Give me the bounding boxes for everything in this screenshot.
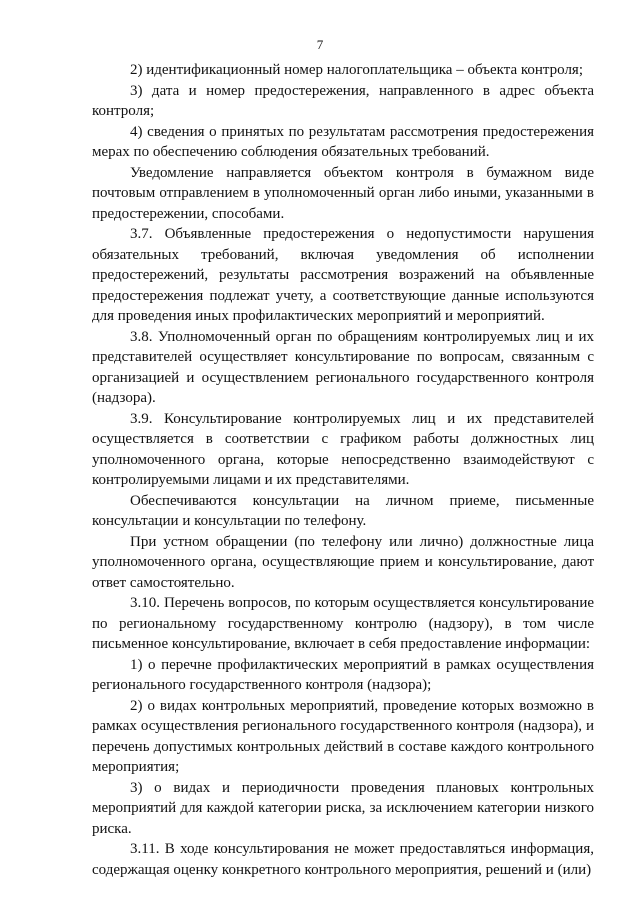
paragraph-list-item-1: 1) о перечне профилактических мероприятий в рамках осуществления регионального государственного контроля (надзора); [92, 656, 594, 693]
paragraph-section-3-10: 3.10. Перечень вопросов, по которым осуществляется консультирование по региональному государственному контролю (надзору), в том числе письменное консультирование, включает в себя предоставление информации: [92, 595, 594, 652]
paragraph-oral-request: При устном обращении (по телефону или лично) должностные лица уполномоченного органа, осуществляющие прием и консультирование, дают ответ самостоятельно. [92, 533, 594, 591]
paragraph-section-3-7: 3.7. Объявленные предостережения о недопустимости нарушения обязательных требований, включая уведомления об исполнении предостережений, результаты рассмотрения возражений на объявленные предостережения подлежат учету, а соответствующие данные используются для проведения иных профилактических мероприятий и мероприятий. [92, 226, 594, 324]
paragraph-item-3-date-number: 3) дата и номер предостережения, направленного в адрес объекта контроля; [92, 82, 594, 119]
document-body [92, 60, 594, 880]
paragraph-section-3-9: 3.9. Консультирование контролируемых лиц и их представителей осуществляется в соответствии с графиком работы должностных лиц уполномоченного органа, которые непосредственно взаимодействуют с контролируемыми лицами и их представителями. [92, 410, 594, 488]
paragraph-list-item-2: 2) о видах контрольных мероприятий, проведение которых возможно в рамках осуществления регионального государственного контроля (надзора), и перечень допустимых контрольных действий в составе каждого контрольного мероприятия; [92, 697, 594, 775]
paragraph-list-item-3: 3) о видах и периодичности проведения плановых контрольных мероприятий для каждой категории риска, за исключением категории низкого риска. [92, 779, 594, 837]
page-number: 7 [316, 37, 324, 52]
paragraph-consultation-types: Обеспечиваются консультации на личном приеме, письменные консультации и консультации по телефону. [92, 492, 594, 529]
paragraph-notification: Уведомление направляется объектом контроля в бумажном виде почтовым отправлением в уполномоченный орган либо иными, указанными в предостережении, способами. [92, 164, 594, 222]
paragraph-section-3-11: 3.11. В ходе консультирования не может предоставляться информация, содержащая оценку конкретного контрольного мероприятия, решений и (или) [92, 841, 594, 878]
paragraph-section-3-8: 3.8. Уполномоченный орган по обращениям контролируемых лиц и их представителей осуществляет консультирование по вопросам, связанным с организацией и осуществлением регионального государственного контроля (надзора). [92, 328, 594, 406]
paragraph-item-4-measures: 4) сведения о принятых по результатам рассмотрения предостережения мерах по обеспечению соблюдения обязательных требований. [92, 123, 594, 160]
paragraph-item-2-taxpayer-id: 2) идентификационный номер налогоплательщика – объекта контроля; [130, 62, 583, 78]
